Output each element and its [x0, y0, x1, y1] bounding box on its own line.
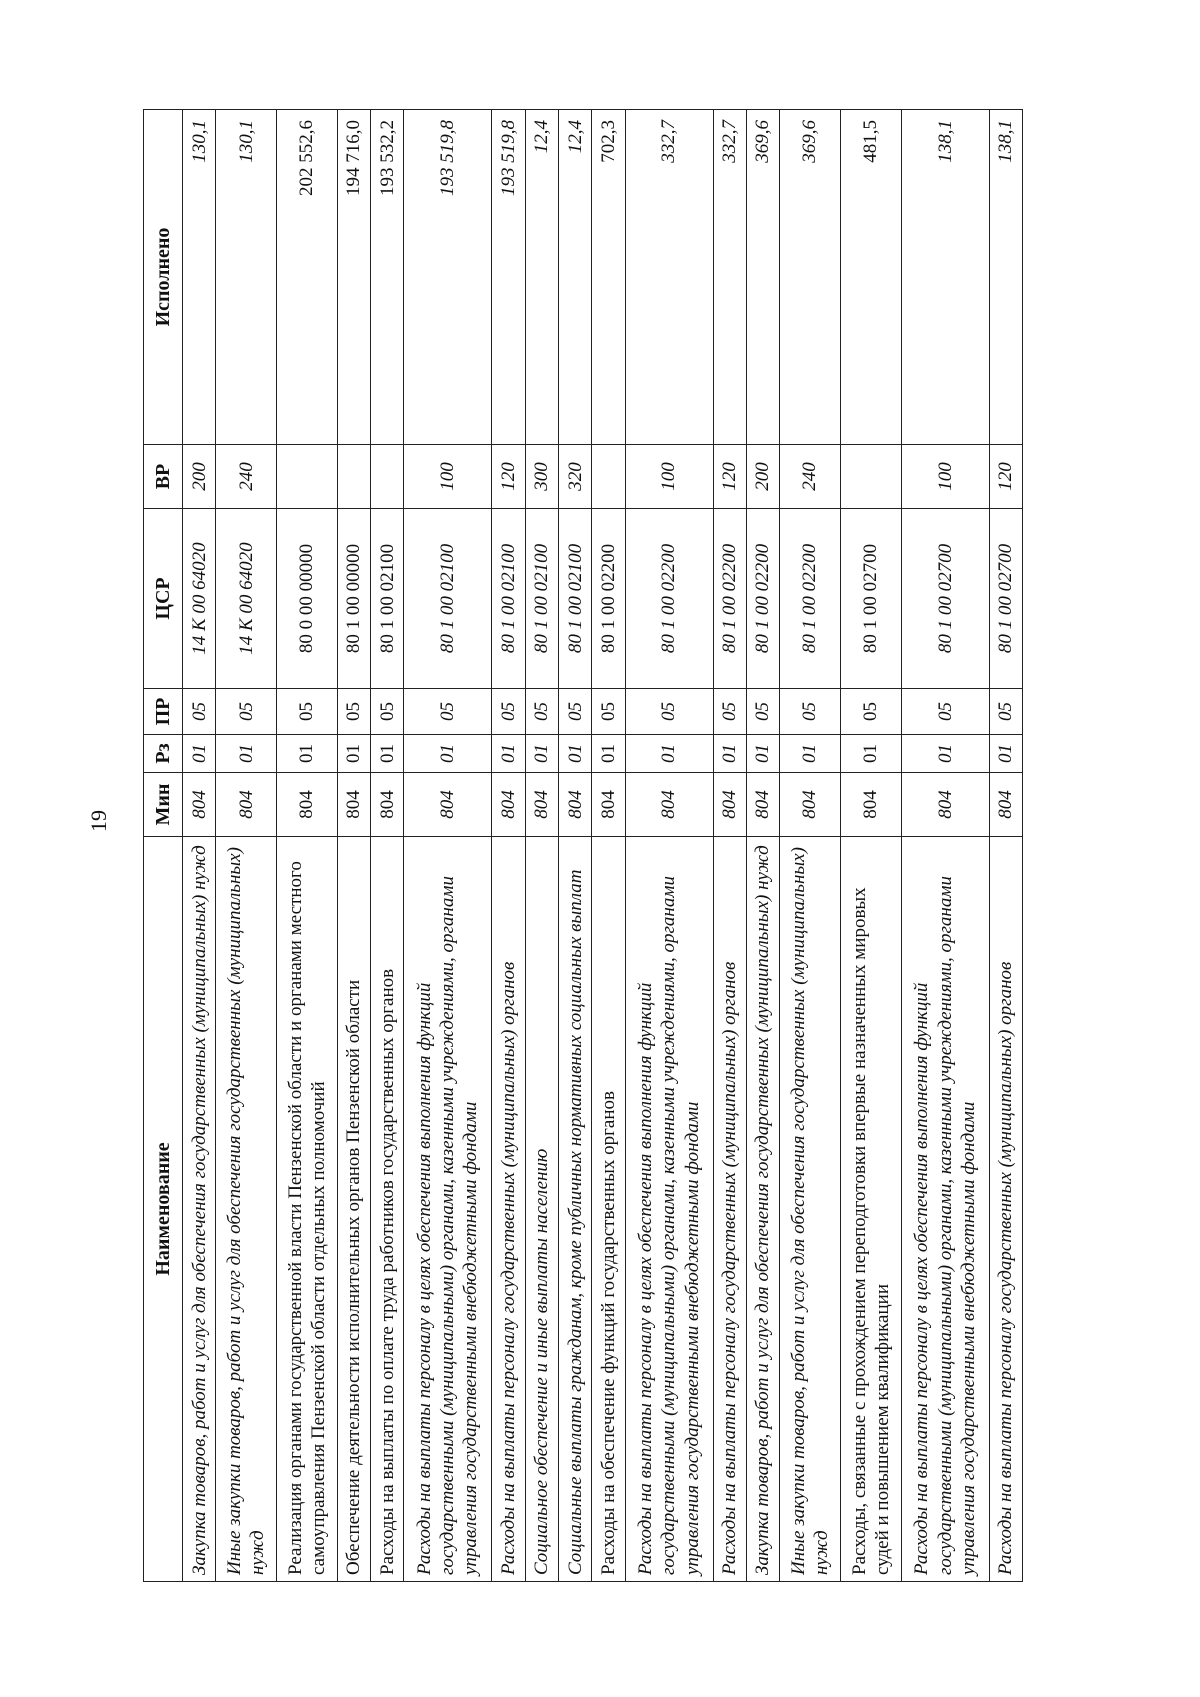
cell-min: 804	[989, 773, 1022, 837]
table-row	[276, 110, 337, 1582]
cell-executed: 12,4	[525, 110, 558, 445]
cell-pr: 05	[183, 689, 216, 735]
table-row	[525, 110, 558, 1582]
table-header-row	[144, 110, 183, 1582]
cell-name: Расходы на выплаты персоналу государственных (муниципальных) органов	[713, 837, 746, 1582]
cell-min: 804	[713, 773, 746, 837]
cell-pr: 05	[216, 689, 277, 735]
cell-executed: 481,5	[840, 110, 901, 445]
table-row	[370, 110, 403, 1582]
header-min: Мин	[144, 773, 183, 837]
cell-executed: 138,1	[901, 110, 989, 445]
header-csr: ЦСР	[144, 509, 183, 689]
cell-vr: 200	[183, 445, 216, 509]
cell-min: 804	[276, 773, 337, 837]
cell-csr: 80 1 00 02100	[370, 509, 403, 689]
table-row	[989, 110, 1022, 1582]
cell-name: Социальные выплаты гражданам, кроме публичных нормативных социальных выплат	[558, 837, 591, 1582]
cell-rz: 01	[713, 735, 746, 773]
cell-name: Иные закупки товаров, работ и услуг для обеспечения государственных (муниципальных) нужд	[216, 837, 277, 1582]
cell-min: 804	[337, 773, 370, 837]
cell-vr: 120	[492, 445, 525, 509]
cell-csr: 80 1 00 02200	[592, 509, 625, 689]
cell-pr: 05	[780, 689, 841, 735]
cell-executed: 193 532,2	[370, 110, 403, 445]
cell-csr: 80 1 00 02200	[780, 509, 841, 689]
cell-name: Реализация органами государственной власти Пензенской области и органами местного самоуправления Пензенской области отдельных полномочий	[276, 837, 337, 1582]
cell-csr: 80 1 00 02200	[625, 509, 713, 689]
cell-executed: 332,7	[625, 110, 713, 445]
cell-name: Закупка товаров, работ и услуг для обеспечения государственных (муниципальных) нужд	[183, 837, 216, 1582]
cell-rz: 01	[276, 735, 337, 773]
cell-pr: 05	[625, 689, 713, 735]
cell-rz: 01	[840, 735, 901, 773]
cell-rz: 01	[592, 735, 625, 773]
cell-pr: 05	[592, 689, 625, 735]
cell-csr: 80 1 00 02700	[840, 509, 901, 689]
cell-csr: 80 1 00 02100	[525, 509, 558, 689]
header-pr: ПР	[144, 689, 183, 735]
cell-vr	[276, 445, 337, 509]
cell-executed: 702,3	[592, 110, 625, 445]
header-vr: ВР	[144, 445, 183, 509]
cell-vr	[840, 445, 901, 509]
cell-pr: 05	[337, 689, 370, 735]
cell-executed: 202 552,6	[276, 110, 337, 445]
cell-executed: 332,7	[713, 110, 746, 445]
table-row	[746, 110, 779, 1582]
cell-rz: 01	[183, 735, 216, 773]
cell-executed: 369,6	[780, 110, 841, 445]
cell-rz: 01	[901, 735, 989, 773]
cell-executed: 193 519,8	[492, 110, 525, 445]
cell-vr: 200	[746, 445, 779, 509]
budget-table	[143, 109, 1023, 1582]
cell-min: 804	[840, 773, 901, 837]
table-row	[901, 110, 989, 1582]
cell-vr: 300	[525, 445, 558, 509]
table-row	[216, 110, 277, 1582]
cell-vr: 100	[901, 445, 989, 509]
cell-pr: 05	[276, 689, 337, 735]
cell-vr: 100	[404, 445, 492, 509]
cell-executed: 193 519,8	[404, 110, 492, 445]
cell-vr: 120	[989, 445, 1022, 509]
cell-pr: 05	[901, 689, 989, 735]
cell-vr: 240	[780, 445, 841, 509]
cell-pr: 05	[840, 689, 901, 735]
cell-vr: 100	[625, 445, 713, 509]
table-row	[337, 110, 370, 1582]
header-executed: Исполнено	[144, 110, 183, 445]
cell-min: 804	[492, 773, 525, 837]
cell-csr: 14 К 00 64020	[216, 509, 277, 689]
cell-min: 804	[625, 773, 713, 837]
cell-pr: 05	[525, 689, 558, 735]
table-row	[404, 110, 492, 1582]
cell-min: 804	[901, 773, 989, 837]
cell-csr: 80 1 00 02200	[713, 509, 746, 689]
cell-rz: 01	[558, 735, 591, 773]
cell-vr: 240	[216, 445, 277, 509]
cell-csr: 80 1 00 02100	[492, 509, 525, 689]
cell-rz: 01	[625, 735, 713, 773]
cell-min: 804	[592, 773, 625, 837]
cell-min: 804	[370, 773, 403, 837]
cell-rz: 01	[337, 735, 370, 773]
table-row	[840, 110, 901, 1582]
cell-pr: 05	[558, 689, 591, 735]
cell-min: 804	[780, 773, 841, 837]
header-name: Наименование	[144, 837, 183, 1582]
cell-name: Расходы на обеспечение функций государственных органов	[592, 837, 625, 1582]
cell-min: 804	[746, 773, 779, 837]
table-row	[183, 110, 216, 1582]
cell-executed: 369,6	[746, 110, 779, 445]
cell-rz: 01	[492, 735, 525, 773]
cell-name: Иные закупки товаров, работ и услуг для обеспечения государственных (муниципальных) нужд	[780, 837, 841, 1582]
cell-vr: 120	[713, 445, 746, 509]
cell-vr	[592, 445, 625, 509]
table-row	[492, 110, 525, 1582]
cell-pr: 05	[989, 689, 1022, 735]
cell-csr: 14 К 00 64020	[183, 509, 216, 689]
cell-min: 804	[216, 773, 277, 837]
cell-csr: 80 1 00 02100	[558, 509, 591, 689]
cell-min: 804	[183, 773, 216, 837]
cell-pr: 05	[370, 689, 403, 735]
cell-name: Обеспечение деятельности исполнительных органов Пензенской области	[337, 837, 370, 1582]
cell-csr: 80 1 00 02700	[901, 509, 989, 689]
cell-rz: 01	[404, 735, 492, 773]
table-row	[713, 110, 746, 1582]
cell-rz: 01	[780, 735, 841, 773]
cell-name: Расходы, связанные с прохождением переподготовки впервые назначенных мировых судей и повышением квалификации	[840, 837, 901, 1582]
cell-csr: 80 1 00 02200	[746, 509, 779, 689]
cell-executed: 194 716,0	[337, 110, 370, 445]
cell-min: 804	[525, 773, 558, 837]
cell-min: 804	[404, 773, 492, 837]
cell-vr	[337, 445, 370, 509]
cell-min: 804	[558, 773, 591, 837]
cell-executed: 130,1	[183, 110, 216, 445]
page-number: 19	[86, 810, 111, 832]
cell-executed: 130,1	[216, 110, 277, 445]
cell-pr: 05	[404, 689, 492, 735]
cell-rz: 01	[989, 735, 1022, 773]
rotated-table-container	[143, 110, 1023, 1582]
cell-rz: 01	[370, 735, 403, 773]
cell-rz: 01	[525, 735, 558, 773]
cell-name: Расходы на выплаты персоналу государственных (муниципальных) органов	[492, 837, 525, 1582]
cell-rz: 01	[216, 735, 277, 773]
cell-vr	[370, 445, 403, 509]
header-rz: Рз	[144, 735, 183, 773]
cell-name: Закупка товаров, работ и услуг для обеспечения государственных (муниципальных) нужд	[746, 837, 779, 1582]
cell-pr: 05	[492, 689, 525, 735]
cell-name: Расходы на выплаты персоналу в целях обеспечения выполнения функций государственными (муниципальными) органами, казенными учреждениями, органами управления государственными внебюджетными фондами	[404, 837, 492, 1582]
table-row	[592, 110, 625, 1582]
cell-csr: 80 1 00 00000	[337, 509, 370, 689]
table-row	[780, 110, 841, 1582]
cell-csr: 80 1 00 02700	[989, 509, 1022, 689]
cell-name: Расходы на выплаты персоналу в целях обеспечения выполнения функций государственными (муниципальными) органами, казенными учреждениями, органами управления государственными внебюджетными фондами	[901, 837, 989, 1582]
cell-vr: 320	[558, 445, 591, 509]
cell-pr: 05	[746, 689, 779, 735]
cell-csr: 80 1 00 02100	[404, 509, 492, 689]
cell-executed: 12,4	[558, 110, 591, 445]
cell-csr: 80 0 00 00000	[276, 509, 337, 689]
cell-name: Социальное обеспечение и иные выплаты населению	[525, 837, 558, 1582]
table-row	[558, 110, 591, 1582]
cell-name: Расходы на выплаты по оплате труда работников государственных органов	[370, 837, 403, 1582]
table-body	[183, 110, 1023, 1582]
cell-rz: 01	[746, 735, 779, 773]
cell-executed: 138,1	[989, 110, 1022, 445]
cell-pr: 05	[713, 689, 746, 735]
table-row	[625, 110, 713, 1582]
cell-name: Расходы на выплаты персоналу в целях обеспечения выполнения функций государственными (муниципальными) органами, казенными учреждениями, органами управления государственными внебюджетными фондами	[625, 837, 713, 1582]
cell-name: Расходы на выплаты персоналу государственных (муниципальных) органов	[989, 837, 1022, 1582]
